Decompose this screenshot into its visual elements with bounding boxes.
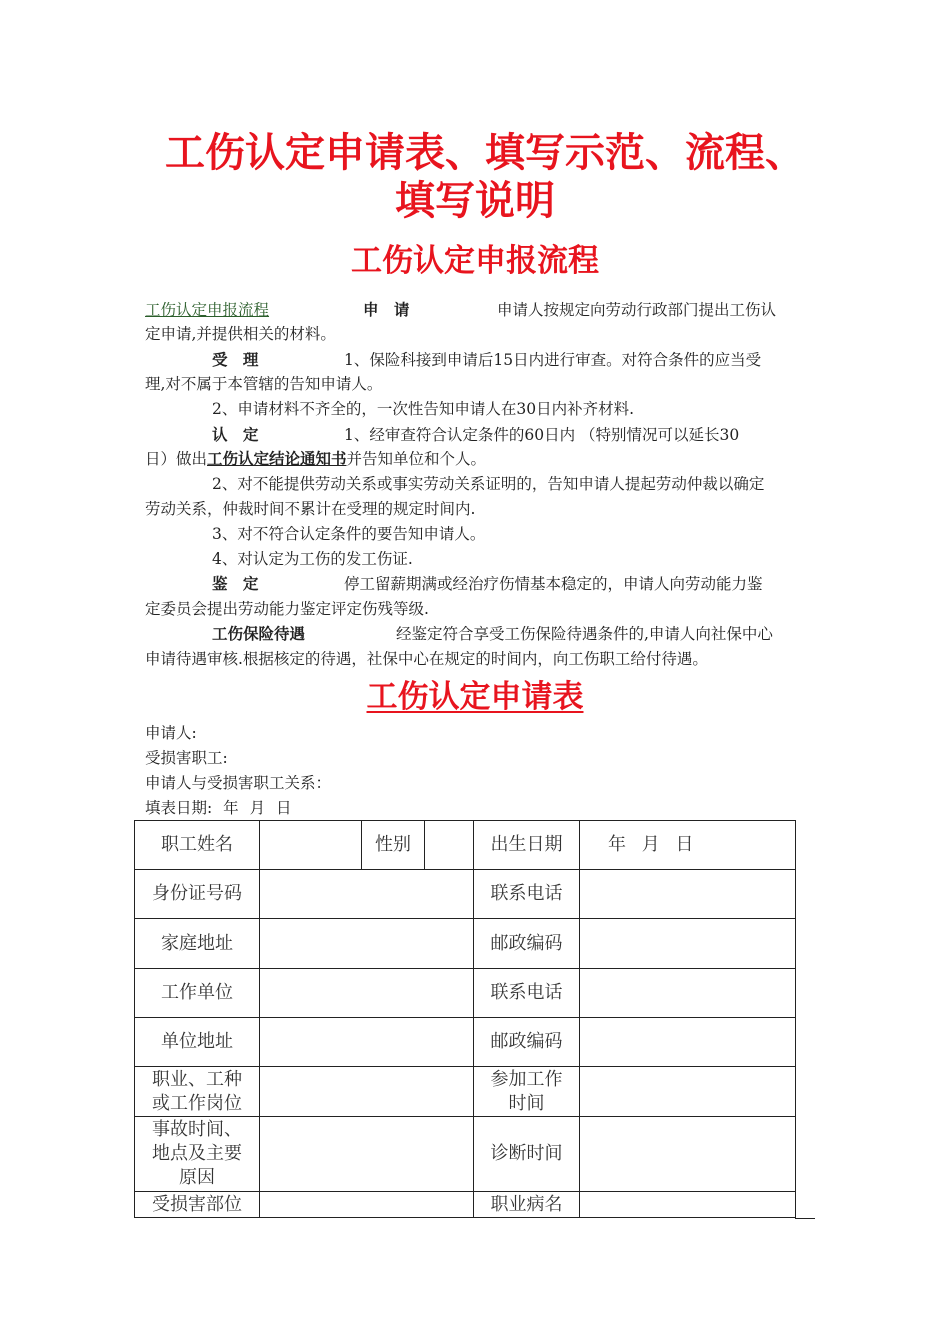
apply-label: 申 请 — [363, 300, 410, 319]
injured-part-field[interactable] — [260, 1192, 474, 1218]
job-field[interactable] — [260, 1067, 474, 1117]
recog-label: 认 定 — [212, 425, 259, 444]
recog-text-1b-pre: 日）做出 — [145, 450, 208, 468]
benefit-text-b: 申请待遇审核.根据核定的待遇，社保中心在规定的时间内，向工伤职工给付待遇。 — [145, 650, 708, 668]
injured-part-label: 受损害部位 — [135, 1192, 260, 1218]
diagnosis-time-label: 诊断时间 — [474, 1117, 580, 1192]
flow-heading: 工伤认定申报流程 — [351, 243, 599, 279]
accept-text-1a: 1、保险科接到申请后15日内进行审查。对符合条件的应当受 — [344, 351, 762, 369]
job-label-a: 职业、工种 — [152, 1068, 242, 1090]
start-work-label-a: 参加工作 — [490, 1068, 563, 1090]
recog-text-1a: 1、经审查符合认定条件的60日内 （特别情况可以延长30 — [344, 426, 740, 444]
table-row — [135, 870, 796, 919]
document-title-line1: 工伤认定申请表、填写示范、流程、 — [165, 130, 805, 176]
employer-label: 工作单位 — [135, 969, 260, 1018]
benefit-label: 工伤保险待遇 — [212, 624, 306, 643]
gender-field[interactable] — [425, 821, 474, 870]
notice-doc-link[interactable]: 工伤认定结论通知书 — [207, 449, 347, 468]
application-form-table — [134, 820, 796, 1218]
gender-label: 性别 — [362, 821, 425, 870]
postcode2-field[interactable] — [580, 1018, 796, 1067]
home-addr-label: 家庭地址 — [135, 919, 260, 969]
recog-text-1b-post: 并告知单位和个人。 — [346, 450, 487, 468]
accident-label — [135, 1117, 260, 1192]
postcode1-label: 邮政编码 — [474, 919, 580, 969]
phone1-label: 联系电话 — [474, 870, 580, 919]
job-label-b: 或工作岗位 — [152, 1092, 242, 1114]
table-row — [135, 1067, 796, 1117]
accept-text-2: 2、申请材料不齐全的，一次性告知申请人在30日内补齐材料. — [212, 400, 635, 418]
accident-field[interactable] — [260, 1117, 474, 1192]
birth-field[interactable]: 年 月 日 — [580, 821, 796, 870]
appraise-label: 鉴 定 — [212, 574, 259, 593]
appraise-text-a: 停工留薪期满或经治疗伤情基本稳定的，申请人向劳动能力鉴 — [344, 575, 763, 593]
start-work-label-b: 时间 — [508, 1092, 545, 1114]
diagnosis-time-field[interactable] — [580, 1117, 796, 1192]
start-work-label — [474, 1067, 580, 1117]
appraise-text-b: 定委员会提出劳动能力鉴定评定伤残等级. — [145, 600, 429, 618]
apply-text-a: 申请人按规定向劳动行政部门提出工伤认 — [497, 301, 777, 319]
phone1-field[interactable] — [580, 870, 796, 919]
employer-addr-label: 单位地址 — [135, 1018, 260, 1067]
birth-label: 出生日期 — [474, 821, 580, 870]
phone2-field[interactable] — [580, 969, 796, 1018]
disease-name-label: 职业病名 — [474, 1192, 580, 1218]
recog-text-3: 3、对不符合认定条件的要告知申请人。 — [212, 525, 486, 543]
table-row — [135, 1018, 796, 1067]
recog-text-2b: 劳动关系，仲裁时间不累计在受理的规定时间内. — [145, 500, 476, 518]
flow-line-apply — [145, 300, 777, 320]
benefit-text-a: 经鉴定符合享受工伤保险待遇条件的,申请人向社保中心 — [396, 625, 773, 643]
fill-date-label: 填表日期: 年 月 日 — [145, 799, 292, 817]
postcode2-label: 邮政编码 — [474, 1018, 580, 1067]
accident-label-b: 地点及主要 — [152, 1143, 242, 1164]
id-label: 身份证号码 — [135, 870, 260, 919]
form-heading: 工伤认定申请表 — [366, 679, 584, 715]
apply-text-b: 定申请,并提供相关的材料。 — [145, 325, 336, 343]
table-row — [135, 969, 796, 1018]
recog-text-4: 4、对认定为工伤的发工伤证. — [212, 550, 413, 568]
accident-label-c: 原因 — [179, 1167, 215, 1188]
employer-addr-field[interactable] — [260, 1018, 474, 1067]
start-work-field[interactable] — [580, 1067, 796, 1117]
postcode1-field[interactable] — [580, 919, 796, 969]
phone2-label: 联系电话 — [474, 969, 580, 1018]
id-field[interactable] — [260, 870, 474, 919]
relation-label: 申请人与受损害职工关系： — [145, 774, 332, 792]
table-edge-line — [795, 1218, 815, 1219]
accept-text-1b: 理,对不属于本管辖的告知申请人。 — [145, 375, 383, 393]
recog-text-2a: 2、对不能提供劳动关系或事实劳动关系证明的，告知申请人提起劳动仲裁以确定 — [212, 475, 765, 493]
table-row — [135, 821, 796, 870]
disease-name-field[interactable] — [580, 1192, 796, 1218]
recog-line-1b — [145, 449, 486, 469]
table-row — [135, 919, 796, 969]
document-title-line2: 填写说明 — [395, 178, 555, 224]
employer-field[interactable] — [260, 969, 474, 1018]
injured-label: 受损害职工: — [145, 749, 228, 767]
applicant-label: 申请人: — [145, 724, 197, 742]
job-label — [135, 1067, 260, 1117]
name-field[interactable] — [260, 821, 362, 870]
table-row — [135, 1117, 796, 1192]
name-label: 职工姓名 — [135, 821, 260, 870]
accept-label: 受 理 — [212, 350, 259, 369]
accident-label-a: 事故时间、 — [152, 1119, 242, 1140]
home-addr-field[interactable] — [260, 919, 474, 969]
flow-link[interactable]: 工伤认定申报流程 — [145, 301, 270, 319]
table-row — [135, 1192, 796, 1218]
